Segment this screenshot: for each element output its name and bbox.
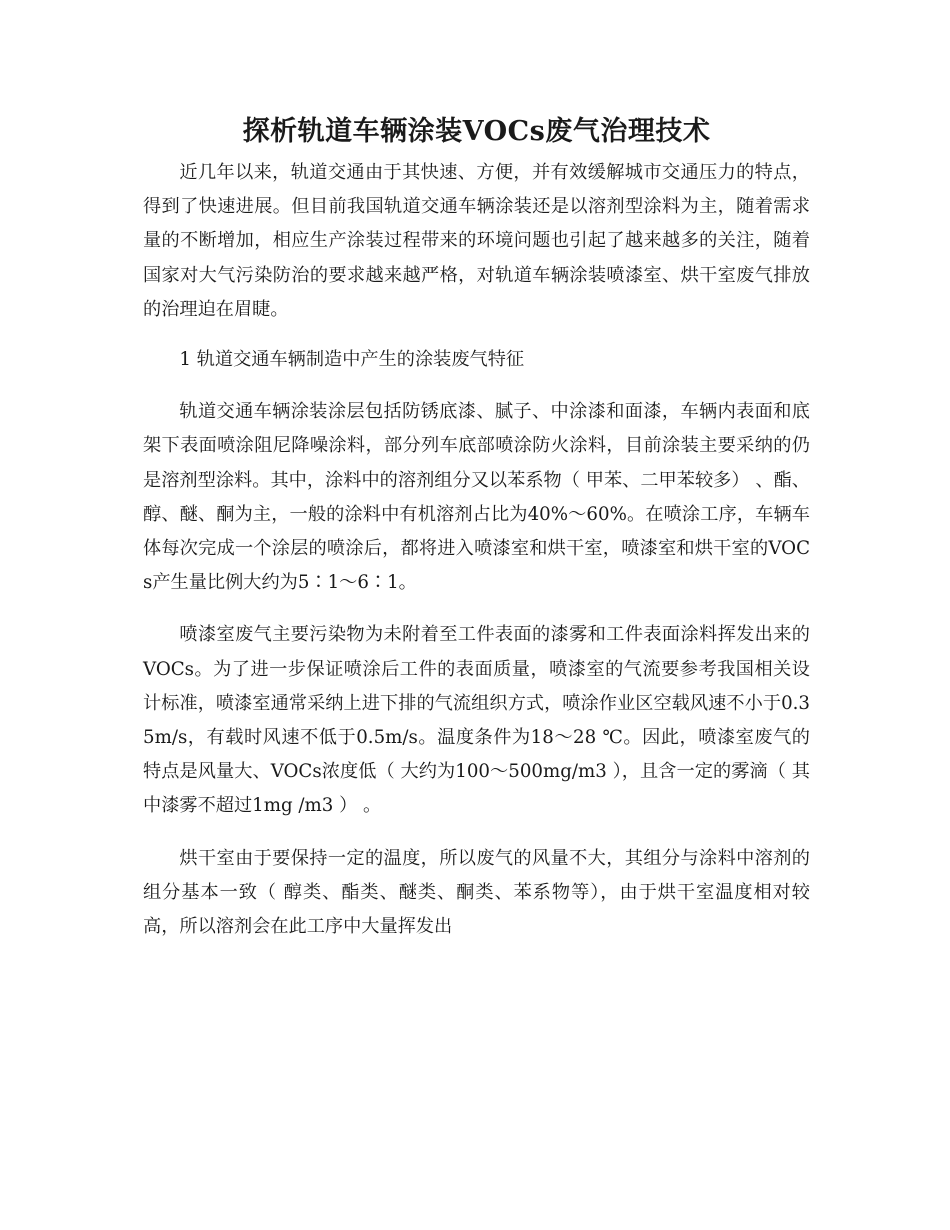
document-title: 探析轨道车辆涂装VOCs废气治理技术 [242, 116, 711, 147]
drying-room-paragraph: 烘干室由于要保持一定的温度，所以废气的风量不大，其组分与涂料中溶剂的组分基本一致（ 醇类、酯类、醚类、酮类、苯系物等），由于烘干室温度相对较高，所以溶剂会在此工序中大量挥发出 [143, 847, 810, 938]
section-heading: 1 轨道交通车辆制造中产生的涂装废气特征 [179, 349, 525, 371]
spray-booth-paragraph: 喷漆室废气主要污染物为未附着至工件表面的漆雾和工件表面涂料挥发出来的VOCs。为了进一步保证喷涂后工件的表面质量，喷漆室的气流要参考我国相关设计标准，喷漆室通常采纳上进下排的气流组织方式，喷涂作业区空载风速不小于0.35m/s，有载时风速不低于0.5m/s。温度条件为18～28 ℃。因此，喷漆室废气的特点是风量大、VOCs浓度低（ 大约为100～500mg/m3 ），且含一定的雾滴（ 其中漆雾不超过1mg /m3 ） 。 [143, 624, 810, 817]
intro-paragraph: 近几年以来，轨道交通由于其快速、方便，并有效缓解城市交通压力的特点，得到了快速进展。但目前我国轨道交通车辆涂装还是以溶剂型涂料为主，随着需求量的不断增加，相应生产涂装过程带来的环境问题也引起了越来越多的关注，随着国家对大气污染防治的要求越来越严格，对轨道车辆涂装喷漆室、烘干室废气排放的治理迫在眉睫。 [143, 162, 810, 320]
coating-layers-paragraph: 轨道交通车辆涂装涂层包括防锈底漆、腻子、中涂漆和面漆，车辆内表面和底架下表面喷涂阻尼降噪涂料，部分列车底部喷涂防火涂料，目前涂装主要采纳的仍是溶剂型涂料。其中，涂料中的溶剂组分又以苯系物（ 甲苯、二甲苯较多） 、酯、醇、醚、酮为主，一般的涂料中有机溶剂占比为40%～60%。在喷涂工序，车辆车体每次完成一个涂层的喷涂后，都将进入喷漆室和烘干室，喷漆室和烘干室的VOCs产生量比例大约为5∶1～6∶1。 [143, 401, 810, 594]
